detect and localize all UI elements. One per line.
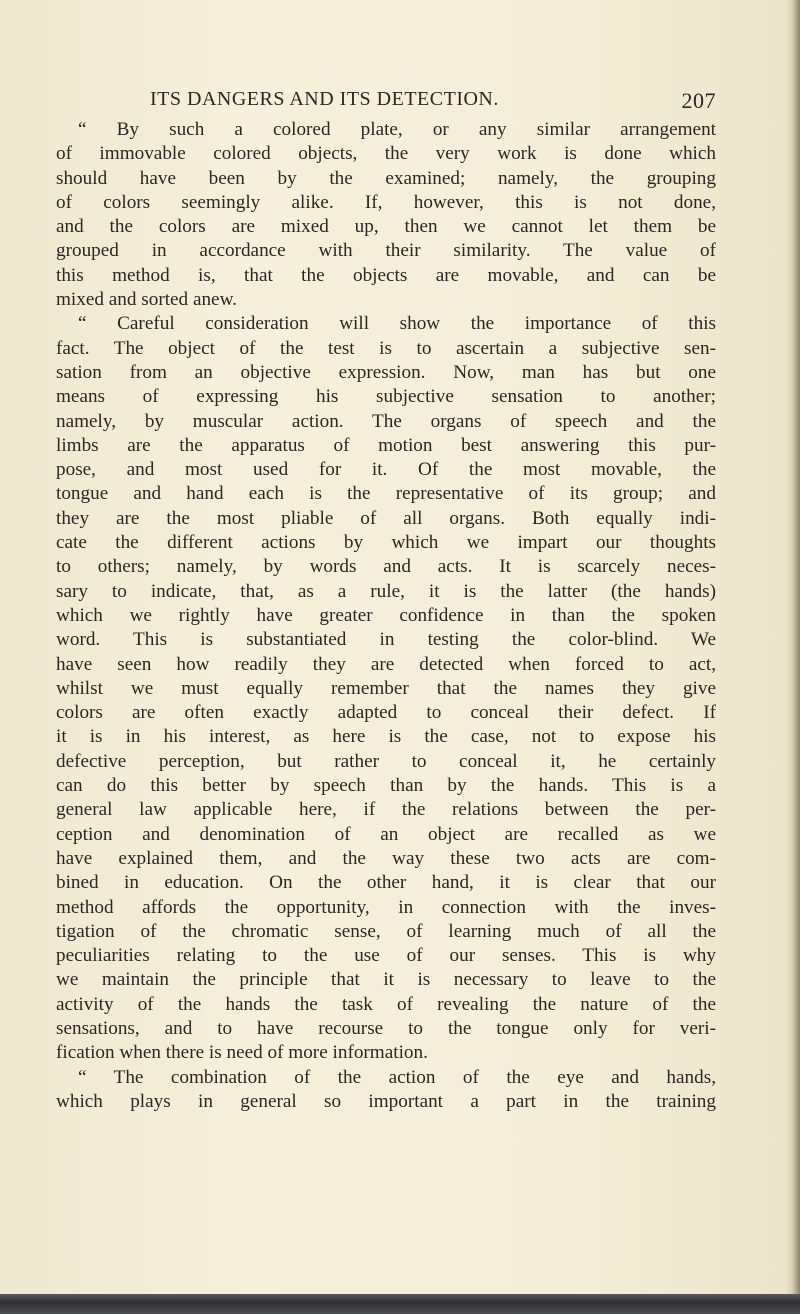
text-line: “ The combination of the action of the eye and hands, — [78, 1066, 716, 1088]
text-line: sation from an objective expression. Now, man has but one — [56, 361, 716, 383]
text-line: have seen how readily they are detected when forced to act, — [56, 653, 716, 675]
text-line: peculiarities relating to the use of our senses. This is why — [56, 945, 716, 967]
text-line: tongue and hand each is the representative of its group; and — [56, 483, 716, 505]
text-line: we maintain the principle that it is necessary to leave to the — [56, 969, 716, 991]
running-head-title: ITS DANGERS AND ITS DETECTION. — [150, 88, 499, 110]
text-line: cate the different actions by which we impart our thoughts — [56, 532, 716, 554]
text-line: ception and denomination of an object are recalled as we — [56, 823, 716, 845]
text-line: this method is, that the objects are movable, and can be — [56, 264, 716, 286]
text-line: fication when there is need of more information. — [56, 1042, 428, 1064]
text-line: have explained them, and the way these two acts are com- — [56, 847, 716, 869]
text-line: which plays in general so important a part in the training — [56, 1090, 716, 1112]
text-line: which we rightly have greater confidence in than the spoken — [56, 604, 716, 626]
text-line: limbs are the apparatus of motion best answering this pur- — [56, 434, 716, 456]
text-line: “ By such a colored plate, or any similar arrangement — [78, 119, 716, 140]
text-line: activity of the hands the task of revealing the nature of the — [56, 993, 716, 1015]
page-number: 207 — [681, 88, 716, 113]
text-line: and the colors are mixed up, then we cannot let them be — [56, 216, 716, 238]
text-line: method affords the opportunity, in connection with the inves- — [56, 896, 716, 918]
text-line: can do this better by speech than by the hands. This is a — [56, 775, 716, 797]
text-line: fact. The object of the test is to ascertain a subjective sen- — [56, 337, 716, 359]
text-line: colors are often exactly adapted to conceal their defect. If — [56, 702, 716, 724]
text-line: whilst we must equally remember that the names they give — [56, 677, 716, 699]
text-line: defective perception, but rather to conceal it, he certainly — [56, 750, 716, 772]
text-line: word. This is substantiated in testing the color-blind. We — [56, 629, 716, 651]
text-line: it is in his interest, as here is the case, not to expose his — [56, 726, 716, 748]
text-line: sensations, and to have recourse to the tongue only for veri- — [56, 1017, 716, 1039]
text-line: namely, by muscular action. The organs of speech and the — [56, 410, 716, 432]
page-edge-shadow — [786, 0, 800, 1314]
text-line: mixed and sorted anew. — [56, 289, 237, 311]
text-line: “ Careful consideration will show the importance of this — [78, 313, 716, 335]
text-line: of immovable colored objects, the very work is done which — [56, 143, 716, 165]
text-line: of colors seemingly alike. If, however, this is not done, — [56, 191, 716, 213]
text-line: pose, and most used for it. Of the most movable, the — [56, 459, 716, 481]
text-line: tigation of the chromatic sense, of learning much of all the — [56, 920, 716, 942]
text-line: should have been by the examined; namely, the grouping — [56, 167, 716, 189]
text-line: grouped in accordance with their similarity. The value of — [56, 240, 716, 262]
text-line: to others; namely, by words and acts. It is scarcely neces- — [56, 556, 716, 578]
scan-bottom-band — [0, 1294, 800, 1314]
running-head — [56, 88, 716, 114]
text-line: means of expressing his subjective sensation to another; — [56, 386, 716, 408]
text-line: sary to indicate, that, as a rule, it is the latter (the hands) — [56, 580, 716, 602]
text-line: general law applicable here, if the relations between the per- — [56, 799, 716, 821]
text-line: bined in education. On the other hand, it is clear that our — [56, 872, 716, 894]
text-line: they are the most pliable of all organs. Both equally indi- — [56, 507, 716, 529]
body-text — [56, 118, 716, 1114]
